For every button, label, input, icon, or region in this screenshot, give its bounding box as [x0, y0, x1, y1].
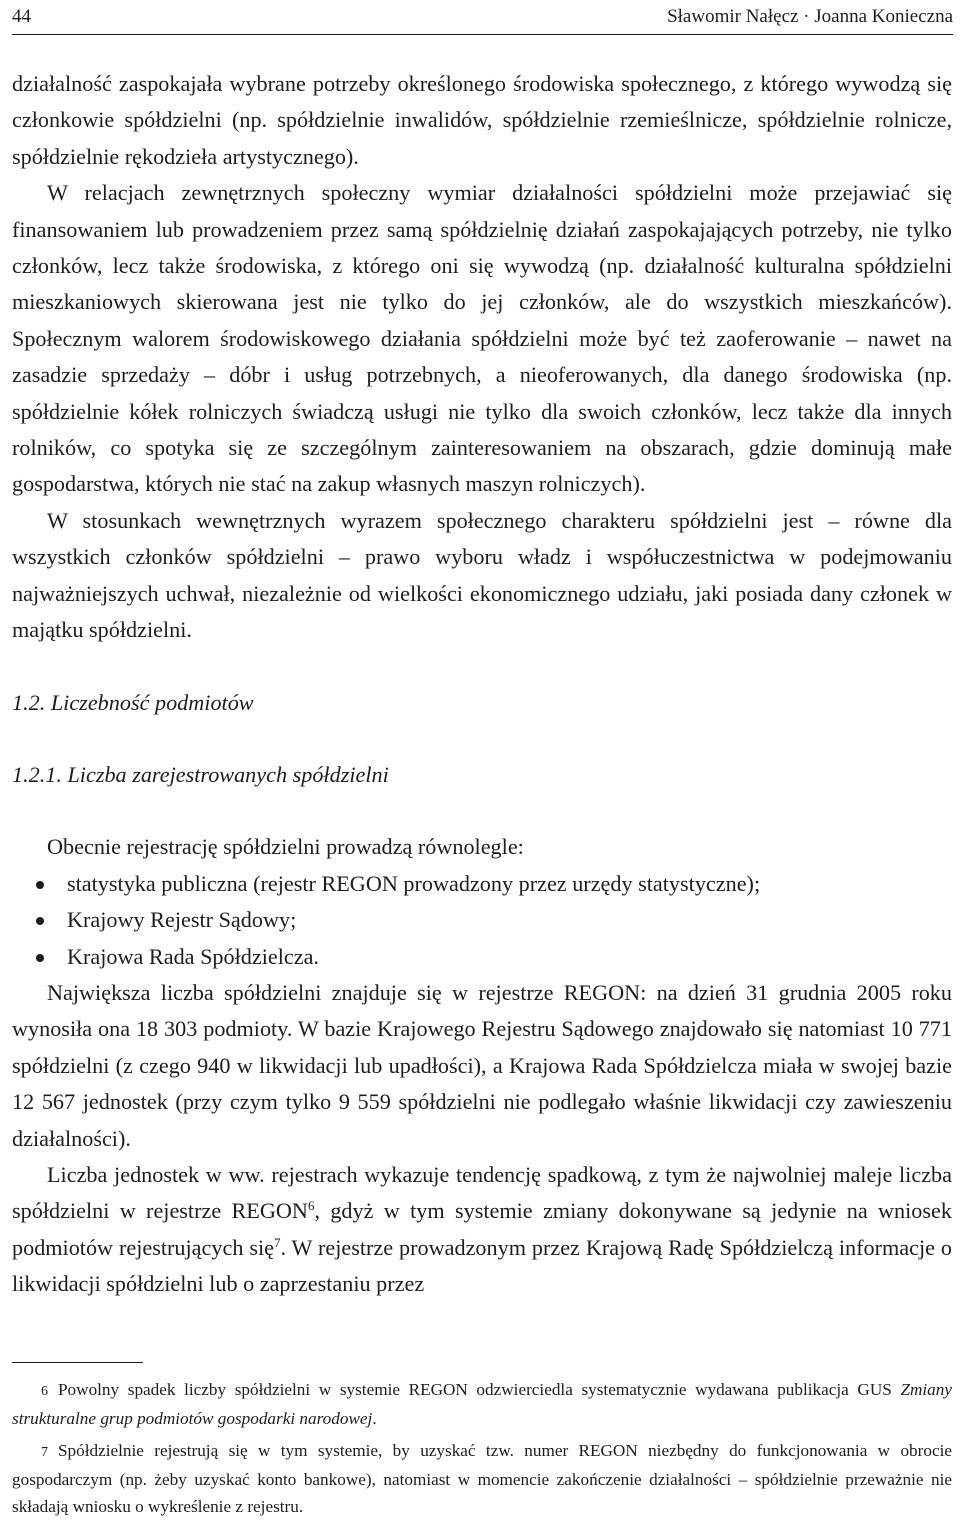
- footnote: [12, 1437, 952, 1520]
- paragraph-text: . W rejestrze prowadzonym przez Krajową Radę Spółdzielczą informacje o likwidacji spółdzielni lub o zaprzestaniu przez: [12, 1234, 952, 1297]
- publication-title: Zmiany strukturalne grup podmiotów gospodarki narodowej: [12, 1380, 952, 1428]
- footnote-separator: [12, 1362, 143, 1363]
- subsection-heading: 1.2.1. Liczba zarejestrowanych spółdzielni: [12, 761, 389, 787]
- paragraph: W relacjach zewnętrznych społeczny wymiar działalności spółdzielni może przejawiać się finansowaniem lub prowadzeniem przez samą spółdzielnię działań zaspokajających potrzeby, nie tylko członków, lecz także środowiska, z którego oni się wywodzą (np. działalność kulturalna spółdzielni mieszkaniowych skierowana jest nie tylko do jej członków, ale do wszystkich mieszkańców). Społecznym walorem środowiskowego działania spółdzielni może być też zaoferowanie – nawet na zasadzie sprzedaży – dóbr i usług potrzebnych, a nieoferowanych, dla danego środowiska (np. spółdzielnie kółek rolniczych świadczą usługi nie tylko dla swoich członków, lecz także dla innych rolników, co spotyka się ze szczególnym zainteresowaniem na obszarach, gdzie dominują małe gospodarstwa, których nie stać na zakup własnych maszyn rolniczych).: [12, 180, 952, 497]
- footnote-text: Spółdzielnie rejestrują się w tym systemie, by uzyskać tzw. numer REGON niezbędny do funkcjonowania w obrocie gospodarczym (np. żeby uzyskać konto bankowe), natomiast w momencie zakończenie działalności – spółdzielnie przeważnie nie składają wniosku o wykreślenie z rejestru.: [12, 1441, 952, 1516]
- page-number: 44: [12, 6, 31, 27]
- bullet-list: [12, 866, 952, 975]
- footnote-ref[interactable]: 6: [307, 1198, 315, 1214]
- paragraph-text: Liczba jednostek w ww. rejestrach wykazuje tendencję spadkową, z tym że najwolniej maleje liczba spółdzielni w rejestrze REGON: [12, 1161, 952, 1224]
- paragraph: działalność zaspokajała wybrane potrzeby określonego środowiska społecznego, z którego wywodzą się członkowie spółdzielni (np. spółdzielnie inwalidów, spółdzielnie rzemieślnicze, spółdzielnie rolnicze, spółdzielnie rękodzieła artystycznego).: [12, 71, 952, 169]
- paragraph: W stosunkach wewnętrznych wyrazem społecznego charakteru spółdzielni jest – równe dla wszystkich członków spółdzielni – prawo wyboru władz i współuczestnictwa w podejmowaniu najważniejszych uchwał, niezależnie od wielkości ekonomicznego udziału, jaki posiada dany członek w majątku spółdzielni.: [12, 507, 952, 643]
- footnote-text: Powolny spadek liczby spółdzielni w systemie REGON odzwierciedla systematycznie wydawana publikacja GUS: [58, 1380, 901, 1399]
- main-text: [12, 66, 952, 1303]
- paragraph: [12, 1157, 952, 1303]
- list-item: statystyka publiczna (rejestr REGON prowadzony przez urzędy statystyczne);: [12, 866, 952, 902]
- running-header-authors: Sławomir Nałęcz · Joanna Konieczna: [667, 6, 953, 27]
- list-item: Krajowa Rada Spółdzielcza.: [12, 939, 952, 975]
- footnote-text: .: [372, 1409, 377, 1428]
- running-header: [12, 4, 953, 35]
- footnotes: [12, 1376, 952, 1525]
- paragraph: Obecnie rejestrację spółdzielni prowadzą równolegle:: [47, 834, 524, 860]
- section-heading: 1.2. Liczebność podmiotów: [12, 689, 254, 715]
- footnote-ref[interactable]: 7: [273, 1234, 281, 1250]
- footnote-number: 7: [41, 1445, 48, 1460]
- footnote: [12, 1376, 952, 1432]
- paragraph: Największa liczba spółdzielni znajduje się w rejestrze REGON: na dzień 31 grudnia 2005 roku wynosiła ona 18 303 podmioty. W bazie Krajowego Rejestru Sądowego znajdowało się natomiast 10 771 spółdzielni (z czego 940 w likwidacji lub upadłości), a Krajowa Rada Spółdzielcza miała w swojej bazie 12 567 jednostek (przy czym tylko 9 559 spółdzielni nie podlegało właśnie likwidacji czy zawieszeniu działalności).: [12, 979, 952, 1151]
- footnote-number: 6: [41, 1384, 48, 1399]
- list-item: Krajowy Rejestr Sądowy;: [12, 902, 952, 938]
- paragraph-text: , gdyż w tym systemie zmiany dokonywane są jedynie na wniosek podmiotów rejestrujących się: [12, 1198, 952, 1260]
